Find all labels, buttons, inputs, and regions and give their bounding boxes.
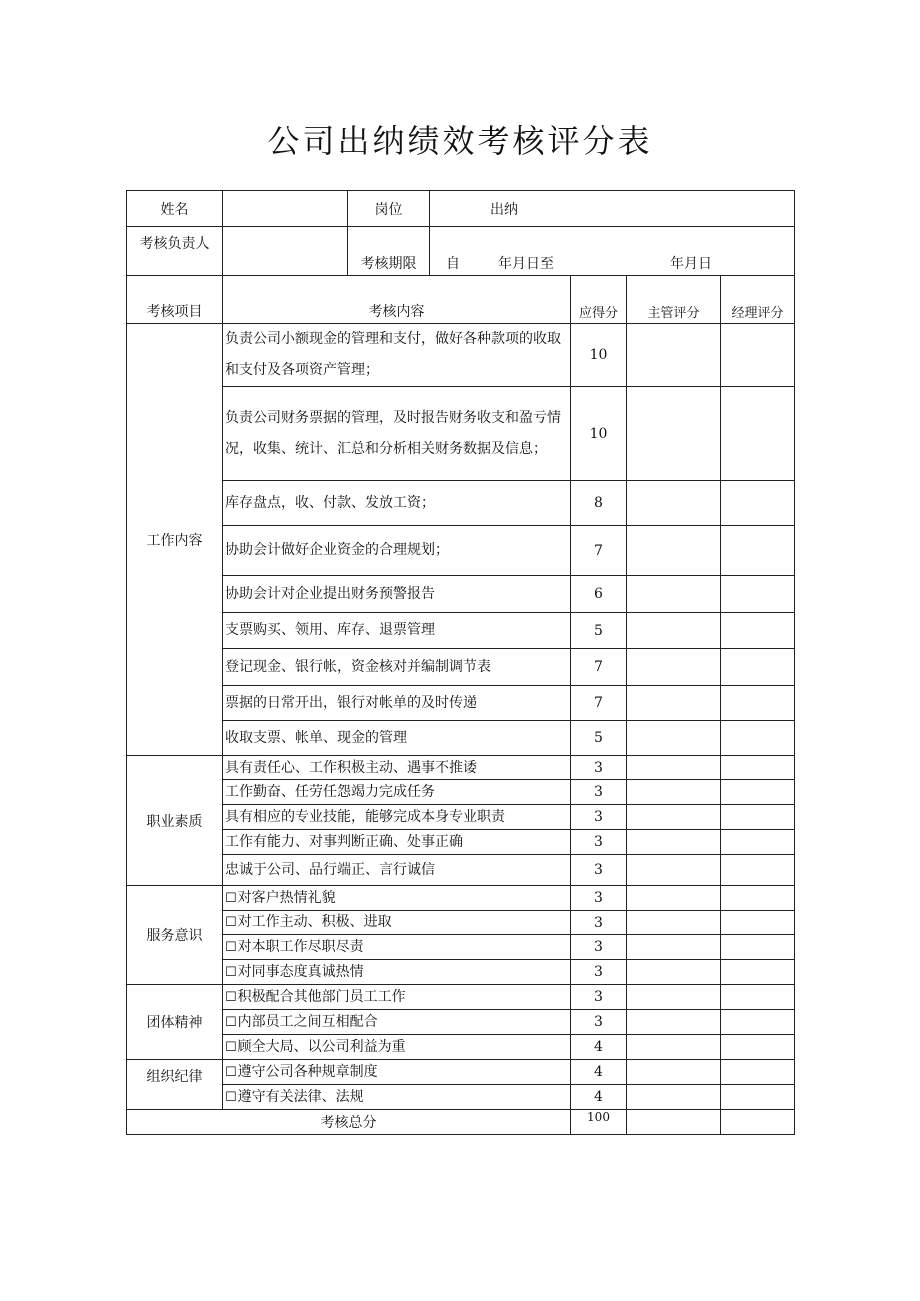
supervisor-score-cell[interactable] [627,481,721,526]
info-row-reviewer [127,227,795,276]
row-content [223,1010,571,1035]
supervisor-score-cell[interactable] [627,756,721,780]
row-content: 具有相应的专业技能，能够完成本身专业职责 [223,805,571,830]
manager-score-cell[interactable] [721,324,795,387]
row-text: 内部员工之间互相配合 [237,1013,378,1030]
row-score: 7 [571,649,627,686]
manager-score-cell[interactable] [721,1010,795,1035]
supervisor-score-cell[interactable] [627,686,721,721]
section-work-content: 工作内容 [127,324,223,756]
period-end: 年月日 [670,256,712,272]
table-row [127,686,795,721]
row-content: 具有责任心、工作积极主动、遇事不推诿 [223,756,571,780]
table-row [127,780,795,805]
checkbox-icon[interactable]: ☐ [225,1064,237,1080]
row-content [223,985,571,1010]
manager-score-cell[interactable] [721,649,795,686]
header-score: 应得分 [571,276,627,324]
supervisor-score-cell[interactable] [627,935,721,960]
supervisor-total-cell[interactable] [627,1110,721,1135]
supervisor-score-cell[interactable] [627,1010,721,1035]
table-row [127,576,795,613]
row-score: 4 [571,1085,627,1110]
row-score: 4 [571,1035,627,1060]
row-content [223,886,571,911]
manager-score-cell[interactable] [721,1060,795,1085]
row-text: 积极配合其他部门员工工作 [237,988,406,1005]
supervisor-score-cell[interactable] [627,721,721,756]
position-label: 岗位 [348,191,430,227]
manager-score-cell[interactable] [721,985,795,1010]
manager-score-cell[interactable] [721,805,795,830]
supervisor-score-cell[interactable] [627,1035,721,1060]
info-row-name [127,191,795,227]
section-professional-quality: 职业素质 [127,756,223,886]
table-row [127,721,795,756]
period-field[interactable] [430,227,795,276]
manager-score-cell[interactable] [721,960,795,985]
manager-score-cell[interactable] [721,855,795,886]
row-score: 7 [571,526,627,576]
manager-score-cell[interactable] [721,613,795,649]
row-score: 3 [571,830,627,855]
row-content: 登记现金、银行帐，资金核对并编制调节表 [223,649,571,686]
row-score: 3 [571,1010,627,1035]
supervisor-score-cell[interactable] [627,830,721,855]
header-content: 考核内容 [223,276,571,324]
evaluation-table [126,190,795,1135]
row-content: 库存盘点，收、付款、发放工资； [223,481,571,526]
table-row [127,526,795,576]
position-value: 出纳 [490,201,518,218]
supervisor-score-cell[interactable] [627,324,721,387]
checkbox-icon[interactable]: ☐ [225,939,237,955]
row-content [223,1035,571,1060]
total-row [127,1110,795,1135]
table-row [127,1085,795,1110]
row-score: 5 [571,613,627,649]
period-middle: 年月日至 [498,256,554,272]
row-score: 5 [571,721,627,756]
table-row [127,886,795,911]
row-text: 顾全大局、以公司利益为重 [237,1038,406,1055]
row-score: 6 [571,576,627,613]
checkbox-icon[interactable]: ☐ [225,915,237,930]
row-score: 3 [571,886,627,911]
period-label: 考核期限 [348,227,430,276]
total-score: 100 [571,1110,627,1135]
row-text: 对客户热情礼貌 [237,889,336,906]
row-content [223,935,571,960]
total-label: 考核总分 [127,1110,571,1135]
row-content: 负责公司财务票据的管理，及时报告财务收支和盈亏情况，收集、统计、汇总和分析相关财务数据及信息； [223,387,571,481]
row-score: 3 [571,780,627,805]
manager-score-cell[interactable] [721,1035,795,1060]
manager-score-cell[interactable] [721,721,795,756]
table-row [127,935,795,960]
header-item: 考核项目 [127,276,223,324]
row-score: 3 [571,985,627,1010]
manager-total-cell[interactable] [721,1110,795,1135]
row-score: 3 [571,960,627,985]
supervisor-score-cell[interactable] [627,1085,721,1110]
checkbox-icon[interactable]: ☐ [225,1014,237,1030]
manager-score-cell[interactable] [721,911,795,935]
supervisor-score-cell[interactable] [627,649,721,686]
supervisor-score-cell[interactable] [627,886,721,911]
table-header-row [127,276,795,324]
table-row [127,911,795,935]
manager-score-cell[interactable] [721,756,795,780]
row-text: 遵守有关法律、法规 [237,1088,364,1105]
manager-score-cell[interactable] [721,481,795,526]
name-label: 姓名 [127,191,223,227]
header-manager: 经理评分 [721,276,795,324]
row-content: 工作勤奋、任劳任怨竭力完成任务 [223,780,571,805]
position-field[interactable] [430,191,795,227]
supervisor-score-cell[interactable] [627,805,721,830]
supervisor-score-cell[interactable] [627,855,721,886]
period-from: 自 [446,256,460,272]
name-field[interactable] [223,191,348,227]
row-score: 3 [571,805,627,830]
reviewer-field[interactable] [223,227,348,276]
section-service-awareness: 服务意识 [127,886,223,985]
row-text: 对本职工作尽职尽责 [237,938,364,955]
manager-score-cell[interactable] [721,886,795,911]
section-team-spirit: 团体精神 [127,985,223,1060]
table-row [127,805,795,830]
row-text: 对工作主动、积极、进取 [237,914,392,930]
manager-score-cell[interactable] [721,830,795,855]
row-score: 3 [571,855,627,886]
table-row [127,1060,795,1085]
manager-score-cell[interactable] [721,686,795,721]
table-row [127,985,795,1010]
table-row [127,855,795,886]
row-score: 7 [571,686,627,721]
section-discipline: 组织纪律 [127,1060,223,1110]
supervisor-score-cell[interactable] [627,387,721,481]
manager-score-cell[interactable] [721,1085,795,1110]
row-text: 对同事态度真诚热情 [237,963,364,980]
table-row [127,649,795,686]
table-row [127,613,795,649]
row-text: 遵守公司各种规章制度 [237,1063,378,1080]
manager-score-cell[interactable] [721,387,795,481]
manager-score-cell[interactable] [721,780,795,805]
row-content: 协助会计对企业提出财务预警报告 [223,576,571,613]
table-row [127,960,795,985]
row-content: 支票购买、领用、库存、退票管理 [223,613,571,649]
supervisor-score-cell[interactable] [627,780,721,805]
table-row [127,387,795,481]
row-score: 10 [571,324,627,387]
supervisor-score-cell[interactable] [627,576,721,613]
row-content [223,911,571,935]
manager-score-cell[interactable] [721,935,795,960]
row-score: 4 [571,1060,627,1085]
supervisor-score-cell[interactable] [627,960,721,985]
row-content: 工作有能力、对事判断正确、处事正确 [223,830,571,855]
checkbox-icon[interactable]: ☐ [225,890,237,906]
row-content: 负责公司小额现金的管理和支付，做好各种款项的收取和支付及各项资产管理； [223,324,571,387]
row-content [223,960,571,985]
row-content: 协助会计做好企业资金的合理规划； [223,526,571,576]
row-content: 收取支票、帐单、现金的管理 [223,721,571,756]
table-row [127,1010,795,1035]
table-row [127,481,795,526]
checkbox-icon[interactable]: ☐ [225,1089,237,1105]
row-score: 8 [571,481,627,526]
table-row [127,324,795,387]
table-row [127,1035,795,1060]
checkbox-icon[interactable]: ☐ [225,989,237,1005]
supervisor-score-cell[interactable] [627,1060,721,1085]
checkbox-icon[interactable]: ☐ [225,964,237,980]
checkbox-icon[interactable]: ☐ [225,1039,237,1055]
manager-score-cell[interactable] [721,526,795,576]
row-score: 10 [571,387,627,481]
row-content [223,1060,571,1085]
supervisor-score-cell[interactable] [627,985,721,1010]
reviewer-label: 考核负责人 [127,227,223,276]
manager-score-cell[interactable] [721,576,795,613]
row-content: 票据的日常开出，银行对帐单的及时传递 [223,686,571,721]
supervisor-score-cell[interactable] [627,526,721,576]
row-score: 3 [571,911,627,935]
page-title: 公司出纳绩效考核评分表 [267,122,653,160]
row-score: 3 [571,935,627,960]
supervisor-score-cell[interactable] [627,911,721,935]
table-row [127,756,795,780]
row-content: 忠诚于公司、品行端正、言行诚信 [223,855,571,886]
header-supervisor: 主管评分 [627,276,721,324]
table-row [127,830,795,855]
supervisor-score-cell[interactable] [627,613,721,649]
row-content [223,1085,571,1110]
row-score: 3 [571,756,627,780]
